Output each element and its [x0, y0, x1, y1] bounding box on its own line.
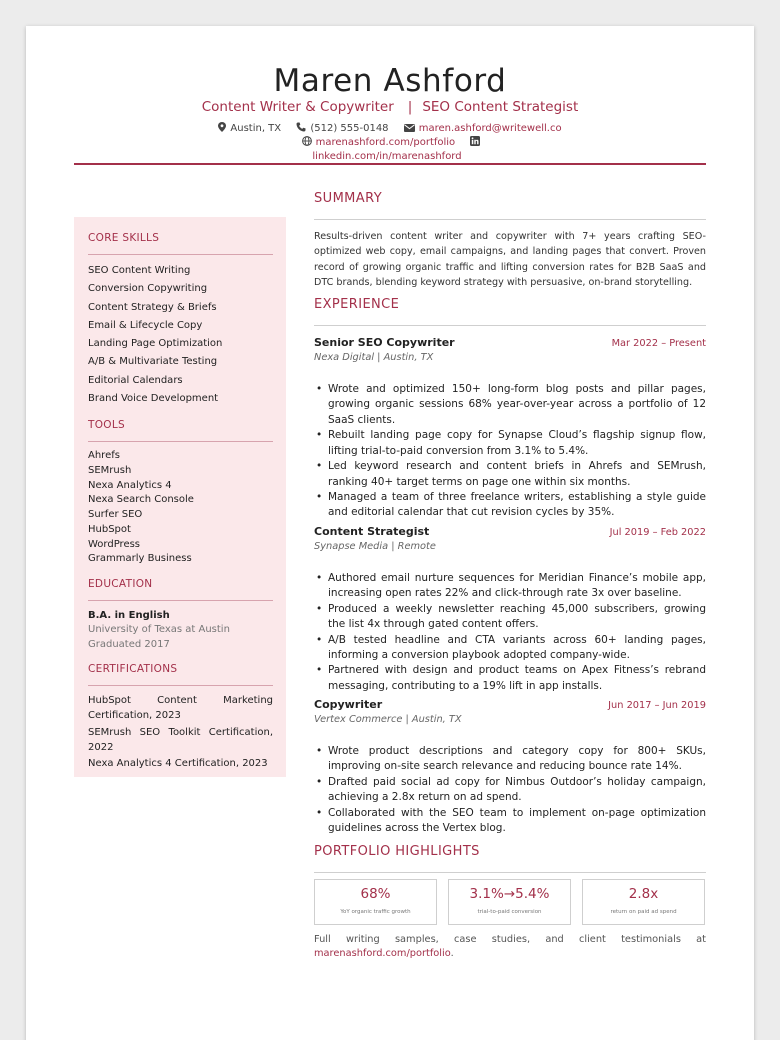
candidate-titles: [74, 98, 706, 116]
tool-item: Grammarly Business: [88, 553, 192, 565]
candidate-name: Maren Ashford: [273, 63, 507, 99]
skill-item: Content Strategy & Briefs: [88, 301, 217, 313]
tools-heading: TOOLS: [88, 418, 273, 442]
job-company: Synapse Media | Remote: [314, 540, 436, 552]
resume-page: [26, 26, 754, 1040]
certification-item: HubSpot Content Marketing Certification, 2023: [88, 695, 273, 721]
job-bullet: • Drafted paid social ad copy for Nimbus Outdoor’s holiday campaign, achieving a 2.8x return on ad spend.: [314, 775, 706, 806]
title-separator: |: [407, 99, 413, 115]
job-title: Copywriter: [314, 698, 383, 712]
phone-icon: [296, 122, 306, 132]
stat-label: return on paid ad spend: [610, 909, 677, 916]
globe-icon: [302, 136, 312, 146]
job-bullet: • A/B tested headline and CTA variants across 60+ landing pages, informing a conversion playbook adopted company-wide.: [314, 633, 706, 664]
job-bullet: • Rebuilt landing page copy for Synapse Cloud’s flagship signup flow, lifting trial-to-paid conversion from 3.1% to 5.4%.: [314, 428, 706, 459]
education-section: [88, 577, 273, 652]
job-company: Vertex Commerce | Austin, TX: [314, 714, 462, 726]
job-header: [314, 524, 706, 539]
job-entry: [314, 697, 706, 836]
education-graduated: Graduated 2017: [88, 638, 170, 650]
skill-item: A/B & Multivariate Testing: [88, 356, 218, 368]
job-bullet: • Wrote and optimized 150+ long-form blog posts and pillar pages, growing organic sessions 68% year-over-year across a portfolio of 12 SaaS clients.: [314, 382, 706, 428]
job-title: Content Strategist: [314, 524, 430, 538]
education-heading: EDUCATION: [88, 577, 273, 601]
certifications-list: [88, 693, 273, 771]
website-link[interactable]: marenashford.com/portfolio: [315, 137, 456, 148]
summary-heading: SUMMARY: [314, 190, 706, 220]
portfolio-footer-text: Full writing samples, case studies, and client testimonials at: [314, 934, 706, 946]
stat-card: [314, 879, 437, 925]
job-bullets: [314, 382, 706, 521]
stat-label: trial-to-paid conversion: [477, 909, 542, 916]
skill-item: SEO Content Writing: [88, 265, 191, 276]
title-secondary: SEO Content Strategist: [422, 99, 579, 115]
tool-item: WordPress: [88, 538, 141, 550]
job-entry: [314, 524, 706, 694]
education-school: University of Texas at Austin: [88, 624, 230, 635]
tool-item: Nexa Analytics 4: [88, 479, 172, 491]
envelope-icon: [404, 124, 415, 132]
header-divider: [74, 163, 706, 165]
skill-item: Editorial Calendars: [88, 374, 183, 386]
job-bullet: • Collaborated with the SEO team to implement on-page optimization guidelines across the Vertex blog.: [314, 806, 706, 837]
job-dates: Mar 2022 – Present: [611, 338, 706, 350]
job-bullet: • Wrote product descriptions and category copy for 800+ SKUs, improving on-site search relevance and reducing bounce rate 14%.: [314, 744, 706, 775]
tools-section: [88, 418, 273, 567]
certification-item: SEMrush SEO Toolkit Certification, 2022: [88, 726, 273, 753]
stat-value: 3.1%→5.4%: [469, 886, 550, 903]
resume-header: [74, 62, 706, 164]
job-bullet: • Authored email nurture sequences for Meridian Finance’s mobile app, increasing open rates 22% and click-through rate 3x over baseline.: [314, 571, 706, 602]
stat-label: YoY organic traffic growth: [340, 909, 411, 916]
tool-item: Nexa Search Console: [88, 494, 194, 506]
location-text: Austin, TX: [230, 123, 282, 134]
job-dates: Jun 2017 – Jun 2019: [608, 700, 706, 712]
stat-card: [582, 879, 705, 925]
phone-text: (512) 555-0148: [310, 123, 389, 134]
job-entry: [314, 335, 706, 521]
job-bullet: • Partnered with design and product teams on Apex Fitness’s rebrand messaging, contributing to a 19% lift in app installs.: [314, 663, 706, 694]
contact-website[interactable]: [302, 137, 459, 148]
contact-location: [218, 123, 284, 134]
tools-list: [88, 449, 273, 567]
tool-item: HubSpot: [88, 523, 131, 535]
stat-value: 68%: [360, 886, 391, 903]
core-skills-heading: CORE SKILLS: [88, 231, 273, 255]
map-pin-icon: [218, 122, 226, 132]
stat-value: 2.8x: [628, 886, 659, 903]
skill-item: Landing Page Optimization: [88, 338, 223, 350]
linkedin-icon: [470, 136, 480, 146]
job-bullets: [314, 571, 706, 694]
certifications-section: [88, 662, 273, 771]
tool-item: Surfer SEO: [88, 509, 143, 521]
title-primary: Content Writer & Copywriter: [201, 99, 394, 115]
main-column: [314, 190, 706, 961]
job-header: [314, 335, 706, 350]
summary-text: Results-driven content writer and copywriter with 7+ years crafting SEO-optimized web copy, email campaigns, and landing pages that convert. Proven record of growing organic traffic and lifting conversion rates for B2B SaaS and DTC brands, blending keyword strategy with persuasive, on-brand storytelling.: [314, 231, 706, 288]
tool-item: Ahrefs: [88, 450, 120, 462]
job-bullet: • Led keyword research and content briefs in Ahrefs and SEMrush, ranking 40+ target terms on page one within six months.: [314, 459, 706, 490]
portfolio-footer-end: .: [450, 948, 454, 960]
job-bullet: • Produced a weekly newsletter reaching 45,000 subscribers, growing the list 4x through gated content offers.: [314, 602, 706, 633]
contact-email[interactable]: [404, 123, 562, 134]
skill-item: Brand Voice Development: [88, 393, 219, 405]
job-dates: Jul 2019 – Feb 2022: [609, 526, 706, 538]
education-degree: B.A. in English: [88, 610, 170, 621]
job-bullets: [314, 744, 706, 836]
skill-item: Email & Lifecycle Copy: [88, 319, 203, 331]
core-skills-section: [88, 231, 273, 408]
job-company: Nexa Digital | Austin, TX: [314, 352, 434, 364]
contact-info: [74, 122, 706, 164]
stat-card: [448, 879, 571, 925]
tool-item: SEMrush: [88, 465, 132, 477]
experience-heading: EXPERIENCE: [314, 296, 706, 326]
portfolio-footer: [314, 933, 706, 961]
job-header: [314, 697, 706, 712]
job-title: Senior SEO Copywriter: [314, 336, 455, 350]
contact-phone: [296, 123, 391, 134]
portfolio-stats: [314, 879, 706, 925]
email-link[interactable]: maren.ashford@writewell.co: [418, 123, 562, 134]
certification-item: Nexa Analytics 4 Certification, 2023: [88, 758, 268, 769]
portfolio-link[interactable]: marenashford.com/portfolio: [314, 948, 451, 960]
certifications-heading: CERTIFICATIONS: [88, 662, 273, 686]
portfolio-heading: PORTFOLIO HIGHLIGHTS: [314, 843, 706, 873]
core-skills-list: [88, 262, 273, 408]
sidebar: [74, 217, 286, 777]
linkedin-link[interactable]: linkedin.com/in/marenashford: [312, 151, 462, 162]
job-bullet: • Managed a team of three freelance writers, establishing a style guide and editorial calendar that cut revision cycles by 35%.: [314, 490, 706, 521]
skill-item: Conversion Copywriting: [88, 283, 208, 295]
